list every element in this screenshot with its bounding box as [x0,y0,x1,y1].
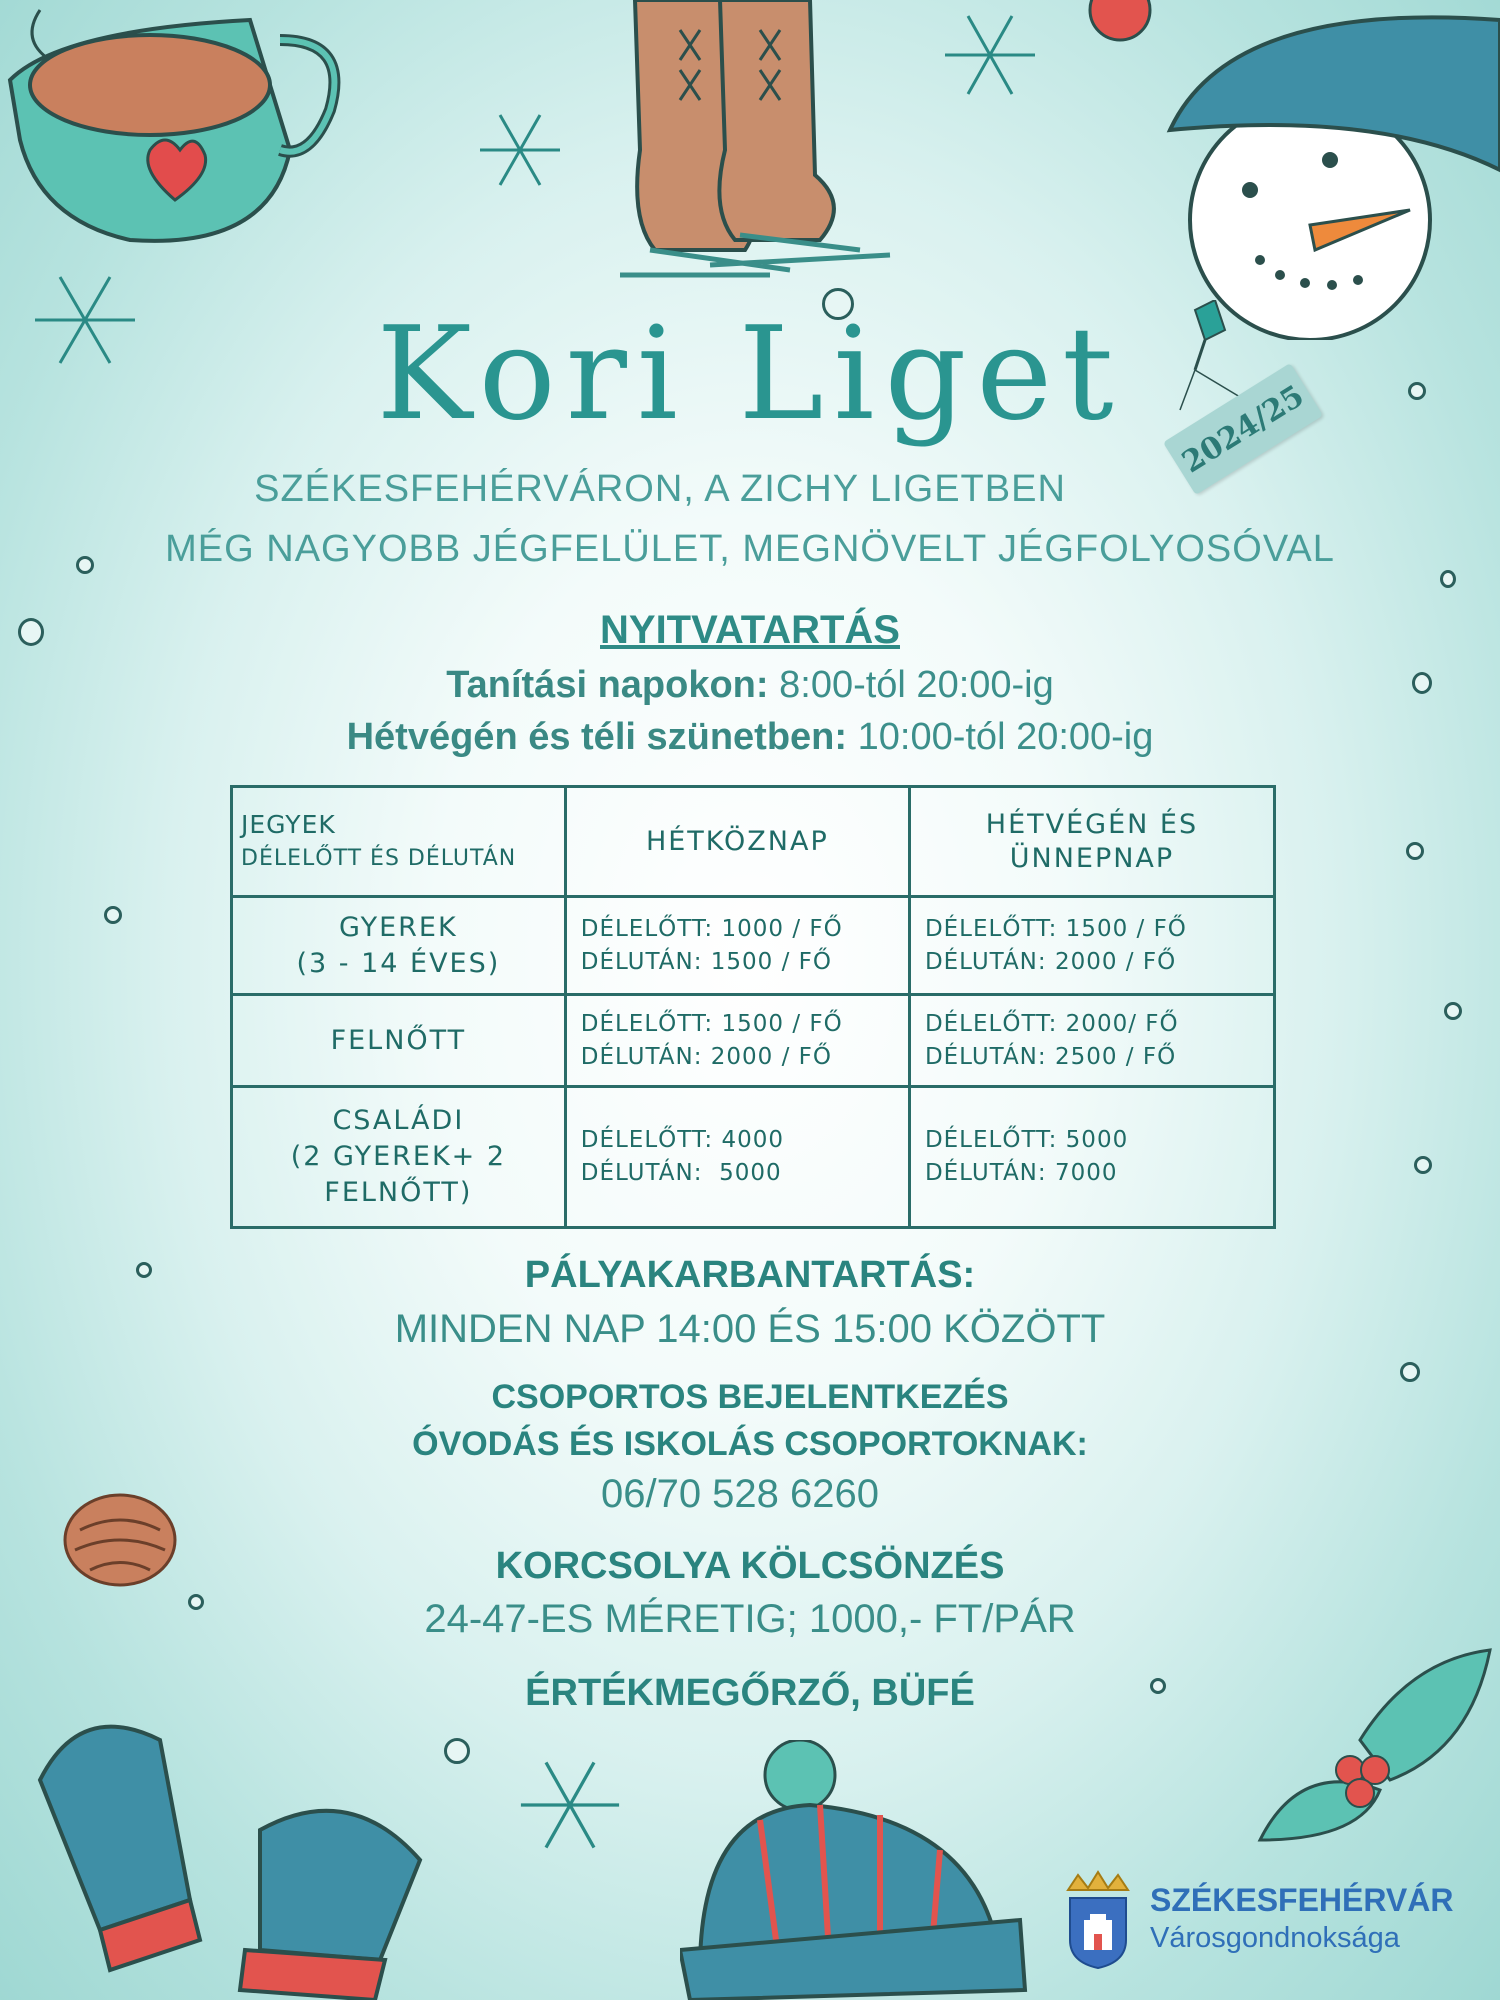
category-line1: CSALÁDI [332,1104,465,1136]
price-morning: DÉLELŐTT: 2000/ FŐ [924,1010,1179,1037]
price-afternoon: DÉLUTÁN: 2000 / FŐ [580,1043,832,1070]
category-line1: FELNŐTT [330,1024,467,1056]
weekday-price-cell [565,1086,909,1227]
price-morning: DÉLELŐTT: 1500 / FŐ [924,915,1187,942]
price-afternoon: DÉLUTÁN: 7000 [924,1159,1118,1186]
opening-hours-title: NYITVATARTÁS [600,608,900,652]
header-weekend [909,787,1274,897]
header-weekday: HÉTKÖZNAP [565,787,909,897]
category-cell [232,1086,566,1227]
group-booking-subtitle: ÓVODÁS ÉS ISKOLÁS CSOPORTOKNAK: [412,1425,1088,1463]
weekend-value: 10:00-tól 20:00-ig [857,716,1154,758]
snowflake-icon [470,100,570,200]
snowflake-icon [510,1745,630,1865]
header-category-line2: DÉLELŐTT ÉS DÉLUTÁN [241,845,517,871]
snow-dot [104,906,122,924]
header-weekend-line2: ÜNNEPNAP [1009,842,1175,874]
weekend-label: Hétvégén és téli szünetben: [346,716,848,758]
table-row [232,897,1275,995]
header-category-line1: JEGYEK [241,809,336,839]
category-line2: (3 - 14 ÉVES) [296,947,501,979]
tea-cup-icon [0,0,360,260]
season-badge: 2024/25 [1163,363,1323,495]
rental-text: 24-47-ES MÉRETIG; 1000,- FT/PÁR [424,1597,1076,1641]
snowflake-icon [930,0,1050,110]
header-category [232,787,566,897]
price-afternoon: DÉLUTÁN: 2500 / FŐ [924,1043,1177,1070]
logo-subtitle: Városgondnoksága [1150,1922,1400,1954]
snow-dot [1444,1002,1462,1020]
snow-dot [1406,842,1424,860]
table-header-row [232,787,1275,897]
price-morning: DÉLELŐTT: 1000 / FŐ [580,915,843,942]
price-afternoon: DÉLUTÁN: 2000 / FŐ [924,948,1177,975]
category-cell [232,897,566,995]
snow-dot [1414,1156,1432,1174]
coat-of-arms-icon [1058,1870,1138,1970]
snowman-icon [1080,0,1500,340]
table-row [232,1086,1275,1227]
subtitle-location: SZÉKESFEHÉRVÁRON, A ZICHY LIGETBEN [254,468,1066,510]
weekend-hours [0,716,1500,759]
ticket-price-table [230,785,1276,1229]
weekend-price-cell [909,897,1274,995]
category-line1: GYEREK [339,911,458,943]
mittens-icon [20,1700,440,2000]
rental-title: KORCSOLYA KÖLCSÖNZÉS [495,1545,1005,1587]
table-row [232,995,1275,1086]
logo-name: SZÉKESFEHÉRVÁR [1150,1882,1454,1918]
school-days-label: Tanítási napokon: [446,664,769,706]
weekend-price-cell [909,1086,1274,1227]
price-afternoon: DÉLUTÁN: 5000 [580,1159,782,1186]
weekday-price-cell [565,995,909,1086]
price-morning: DÉLELŐTT: 4000 [580,1126,785,1153]
category-line2: (2 GYEREK+ 2 FELNŐTT) [290,1140,507,1208]
price-morning: DÉLELŐTT: 5000 [924,1126,1129,1153]
weekend-price-cell [909,995,1274,1086]
snow-dot [444,1738,470,1764]
school-days-hours [0,664,1500,707]
group-booking-title: CSOPORTOS BEJELENTKEZÉS [491,1378,1009,1416]
page-title: Kori Liget [376,300,1124,449]
ice-skates-icon [560,0,940,290]
maintenance-title: PÁLYAKARBANTARTÁS: [524,1254,976,1296]
group-booking-phone: 06/70 528 6260 [600,1472,880,1516]
subtitle-feature: MÉG NAGYOBB JÉGFELÜLET, MEGNÖVELT JÉGFOLYOSÓVAL [165,528,1335,570]
snow-dot [1440,570,1456,588]
winter-hat-icon [680,1740,1040,2000]
school-days-value: 8:00-tól 20:00-ig [779,664,1054,706]
price-afternoon: DÉLUTÁN: 1500 / FŐ [580,948,832,975]
category-cell [232,995,566,1086]
amenities: ÉRTÉKMEGŐRZŐ, BÜFÉ [525,1672,975,1714]
maintenance-text: MINDEN NAP 14:00 ÉS 15:00 KÖZÖTT [394,1307,1106,1351]
weekday-price-cell [565,897,909,995]
city-logo [1058,1870,1478,1970]
price-morning: DÉLELŐTT: 1500 / FŐ [580,1010,843,1037]
header-weekend-line1: HÉTVÉGÉN ÉS [985,808,1199,840]
